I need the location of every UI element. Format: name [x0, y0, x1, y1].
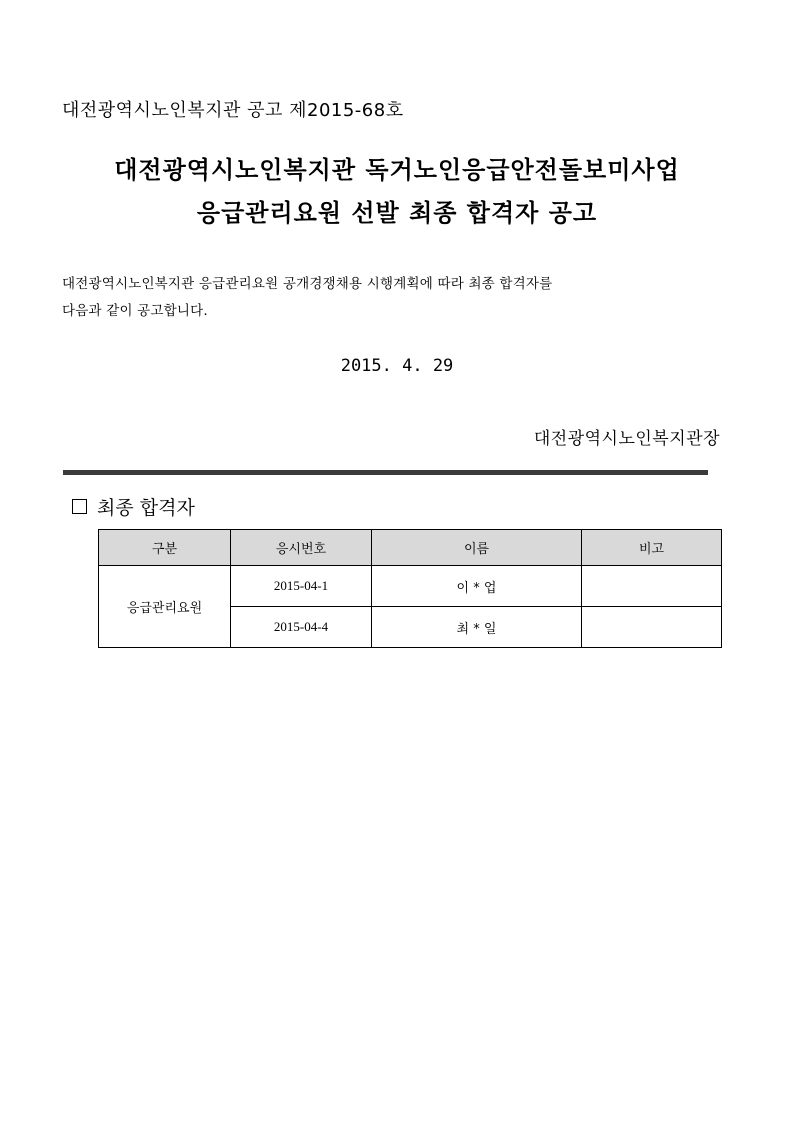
header-exam-number: 응시번호	[231, 530, 372, 566]
issuer: 대전광역시노인복지관장	[533, 429, 720, 449]
body-line-2: 다음과 같이 공고합니다.	[62, 303, 208, 319]
exam-number-cell: 2015-04-1	[231, 566, 372, 607]
exam-number-cell: 2015-04-4	[231, 607, 372, 648]
table-row	[99, 566, 722, 607]
title-line-1: 대전광역시노인복지관 독거노인응급안전돌보미사업	[114, 156, 680, 184]
body-line-1: 대전광역시노인복지관 응급관리요원 공개경쟁채용 시행계획에 따라 최종 합격자를	[62, 276, 553, 292]
section-title: 최종 합격자	[97, 497, 195, 519]
result-table	[98, 529, 722, 648]
section-heading	[72, 493, 195, 520]
square-bullet-icon	[72, 499, 87, 514]
note-cell	[582, 566, 722, 607]
divider	[63, 470, 708, 475]
header-note: 비고	[582, 530, 722, 566]
name-cell: 최 * 일	[372, 607, 582, 648]
header-category: 구분	[99, 530, 231, 566]
category-cell: 응급관리요원	[99, 566, 231, 648]
note-cell	[582, 607, 722, 648]
table-header-row	[99, 530, 722, 566]
title-line-2: 응급관리요원 선발 최종 합격자 공고	[196, 199, 598, 227]
header-name: 이름	[372, 530, 582, 566]
notice-number: 대전광역시노인복지관 공고 제2015-68호	[62, 100, 404, 121]
announcement-date: 2015. 4. 29	[340, 356, 454, 376]
announcement-body	[62, 271, 722, 325]
name-cell: 이 * 업	[372, 566, 582, 607]
